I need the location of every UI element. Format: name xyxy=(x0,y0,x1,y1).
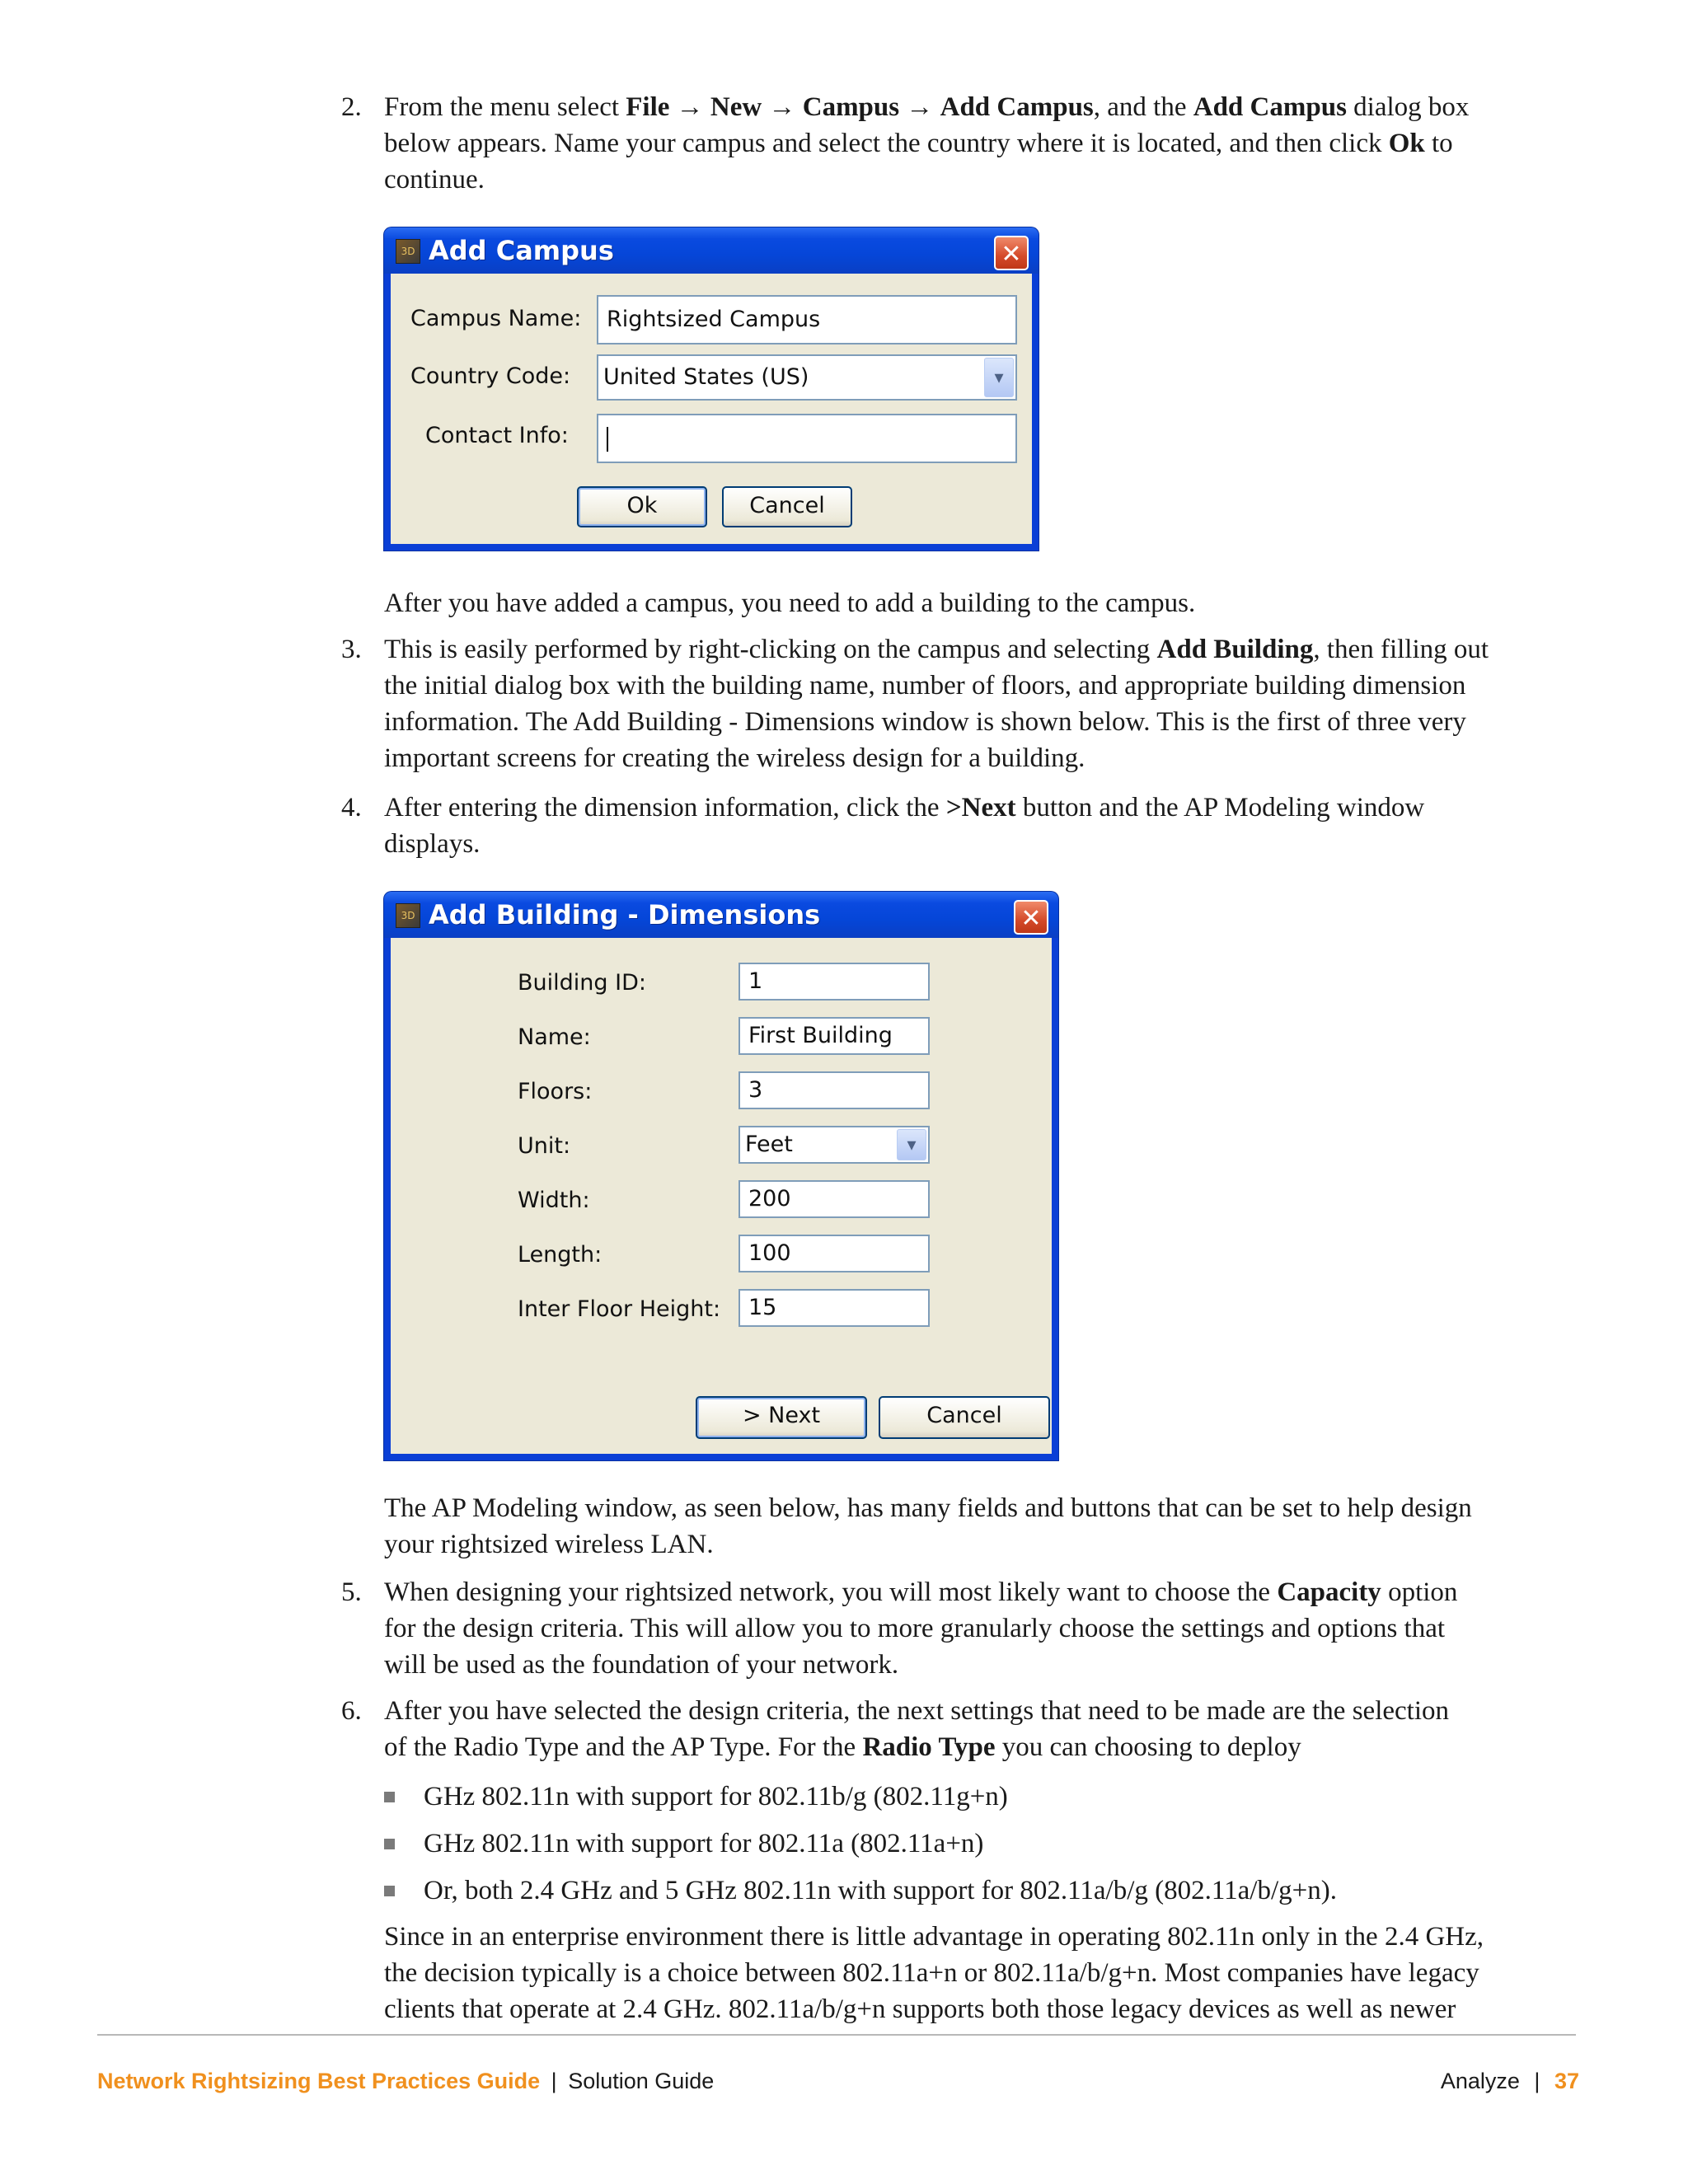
step-2-text: From the menu select File → New → Campus → Add Campus, and the Add Campus dialog box below appears. Name your campus and select the country where it is located, and then click Ok to continue. xyxy=(384,92,1470,194)
step-number: 5. xyxy=(341,1577,362,1607)
dialog-titlebar[interactable] xyxy=(384,227,1039,274)
ap-modeling-text: The AP Modeling window, as seen below, has many fields and buttons that can be set to help design your rightsized wireless LAN. xyxy=(384,1493,1472,1559)
next-button[interactable]: > Next xyxy=(696,1396,867,1439)
country-code-value: United States (US) xyxy=(603,364,809,390)
unit-label: Unit: xyxy=(518,1133,571,1159)
closing-text: Since in an enterprise environment there is little advantage in operating 802.11n only in the 2.4 GHz, the decision typically is a choice between 802.11a+n or 802.11a/b/g+n. Most companies have legacy clients that operate at 2.4 GHz. 802.11a/b/g+n supports both those legacy devices as well as newer xyxy=(384,1922,1484,2024)
app-icon: 3D xyxy=(396,239,420,264)
step-6-text: After you have selected the design criteria, the next settings that need to be made are the selection of the Radio Type and the AP Type. For the Radio Type you can choosing to deploy xyxy=(384,1696,1449,1762)
text-cursor xyxy=(607,427,608,452)
after-campus-text: After you have added a campus, you need to add a building to the campus. xyxy=(384,588,1196,618)
dialog-title: Add Campus xyxy=(429,235,614,266)
close-icon[interactable]: ✕ xyxy=(994,236,1029,270)
footer-right xyxy=(1441,2067,1579,2095)
width-input[interactable]: 200 xyxy=(738,1180,930,1218)
inter-floor-height-label: Inter Floor Height: xyxy=(518,1296,721,1322)
bullet-marker xyxy=(384,1839,395,1849)
guide-title: Network Rightsizing Best Practices Guide xyxy=(97,2069,541,2093)
floors-label: Floors: xyxy=(518,1079,593,1104)
dialog-title: Add Building - Dimensions xyxy=(429,899,821,930)
width-label: Width: xyxy=(518,1188,590,1213)
bullet-marker xyxy=(384,1886,395,1896)
chevron-down-icon[interactable]: ▾ xyxy=(897,1129,926,1160)
cancel-button[interactable]: Cancel xyxy=(879,1396,1050,1439)
bullet-marker xyxy=(384,1792,395,1802)
name-input[interactable]: First Building xyxy=(738,1017,930,1055)
unit-select[interactable] xyxy=(738,1126,930,1164)
campus-name-input[interactable]: Rightsized Campus xyxy=(597,295,1017,344)
cancel-button[interactable]: Cancel xyxy=(722,486,852,527)
add-building-dialog xyxy=(384,892,1058,1460)
step-number: 2. xyxy=(341,92,362,122)
length-label: Length: xyxy=(518,1242,603,1268)
step-3-text: This is easily performed by right-clicking on the campus and selecting Add Building, then filling out the initial dialog box with the building name, number of floors, and appropriate building dimension information. The Add Building - Dimensions window is shown below. This is the first of three very important screens for creating the wireless design for a building. xyxy=(384,635,1489,773)
footer-divider xyxy=(97,2034,1576,2036)
campus-name-label: Campus Name: xyxy=(410,306,582,331)
footer-left xyxy=(97,2067,714,2095)
add-campus-dialog xyxy=(384,227,1039,551)
section-name: Analyze xyxy=(1440,2069,1520,2093)
close-icon[interactable]: ✕ xyxy=(1014,900,1048,935)
inter-floor-height-input[interactable]: 15 xyxy=(738,1289,930,1327)
bullet-item: GHz 802.11n with support for 802.11a (802.11a+n) xyxy=(424,1829,984,1858)
app-icon: 3D xyxy=(396,903,420,928)
contact-info-label: Contact Info: xyxy=(425,423,569,448)
guide-type: Solution Guide xyxy=(568,2069,715,2093)
building-id-label: Building ID: xyxy=(518,970,646,996)
bullet-item: GHz 802.11n with support for 802.11b/g (802.11g+n) xyxy=(424,1782,1008,1811)
page-number: 37 xyxy=(1554,2069,1579,2093)
contact-info-input[interactable] xyxy=(597,414,1017,463)
length-input[interactable]: 100 xyxy=(738,1235,930,1272)
step-number: 6. xyxy=(341,1696,362,1726)
bullet-item: Or, both 2.4 GHz and 5 GHz 802.11n with support for 802.11a/b/g (802.11a/b/g+n). xyxy=(424,1876,1337,1905)
dialog-titlebar[interactable] xyxy=(384,892,1058,938)
step-number: 4. xyxy=(341,793,362,823)
unit-value: Feet xyxy=(745,1132,793,1157)
dialog-body xyxy=(391,938,1052,1454)
ok-button[interactable]: Ok xyxy=(577,486,707,527)
step-4-text: After entering the dimension information, click the >Next button and the AP Modeling window displays. xyxy=(384,793,1425,859)
country-code-label: Country Code: xyxy=(410,363,571,389)
country-code-select[interactable] xyxy=(597,354,1017,401)
name-label: Name: xyxy=(518,1024,591,1050)
footer-separator: | xyxy=(1534,2069,1540,2093)
chevron-down-icon[interactable]: ▾ xyxy=(984,358,1014,397)
floors-input[interactable]: 3 xyxy=(738,1071,930,1109)
step-number: 3. xyxy=(341,635,362,664)
step-5-text: When designing your rightsized network, you will most likely want to choose the Capacity option for the design criteria. This will allow you to more granularly choose the settings and options that will be used as the foundation of your network. xyxy=(384,1577,1458,1680)
footer-separator: | xyxy=(551,2069,557,2093)
building-id-input[interactable]: 1 xyxy=(738,963,930,1001)
dialog-body xyxy=(391,274,1032,544)
